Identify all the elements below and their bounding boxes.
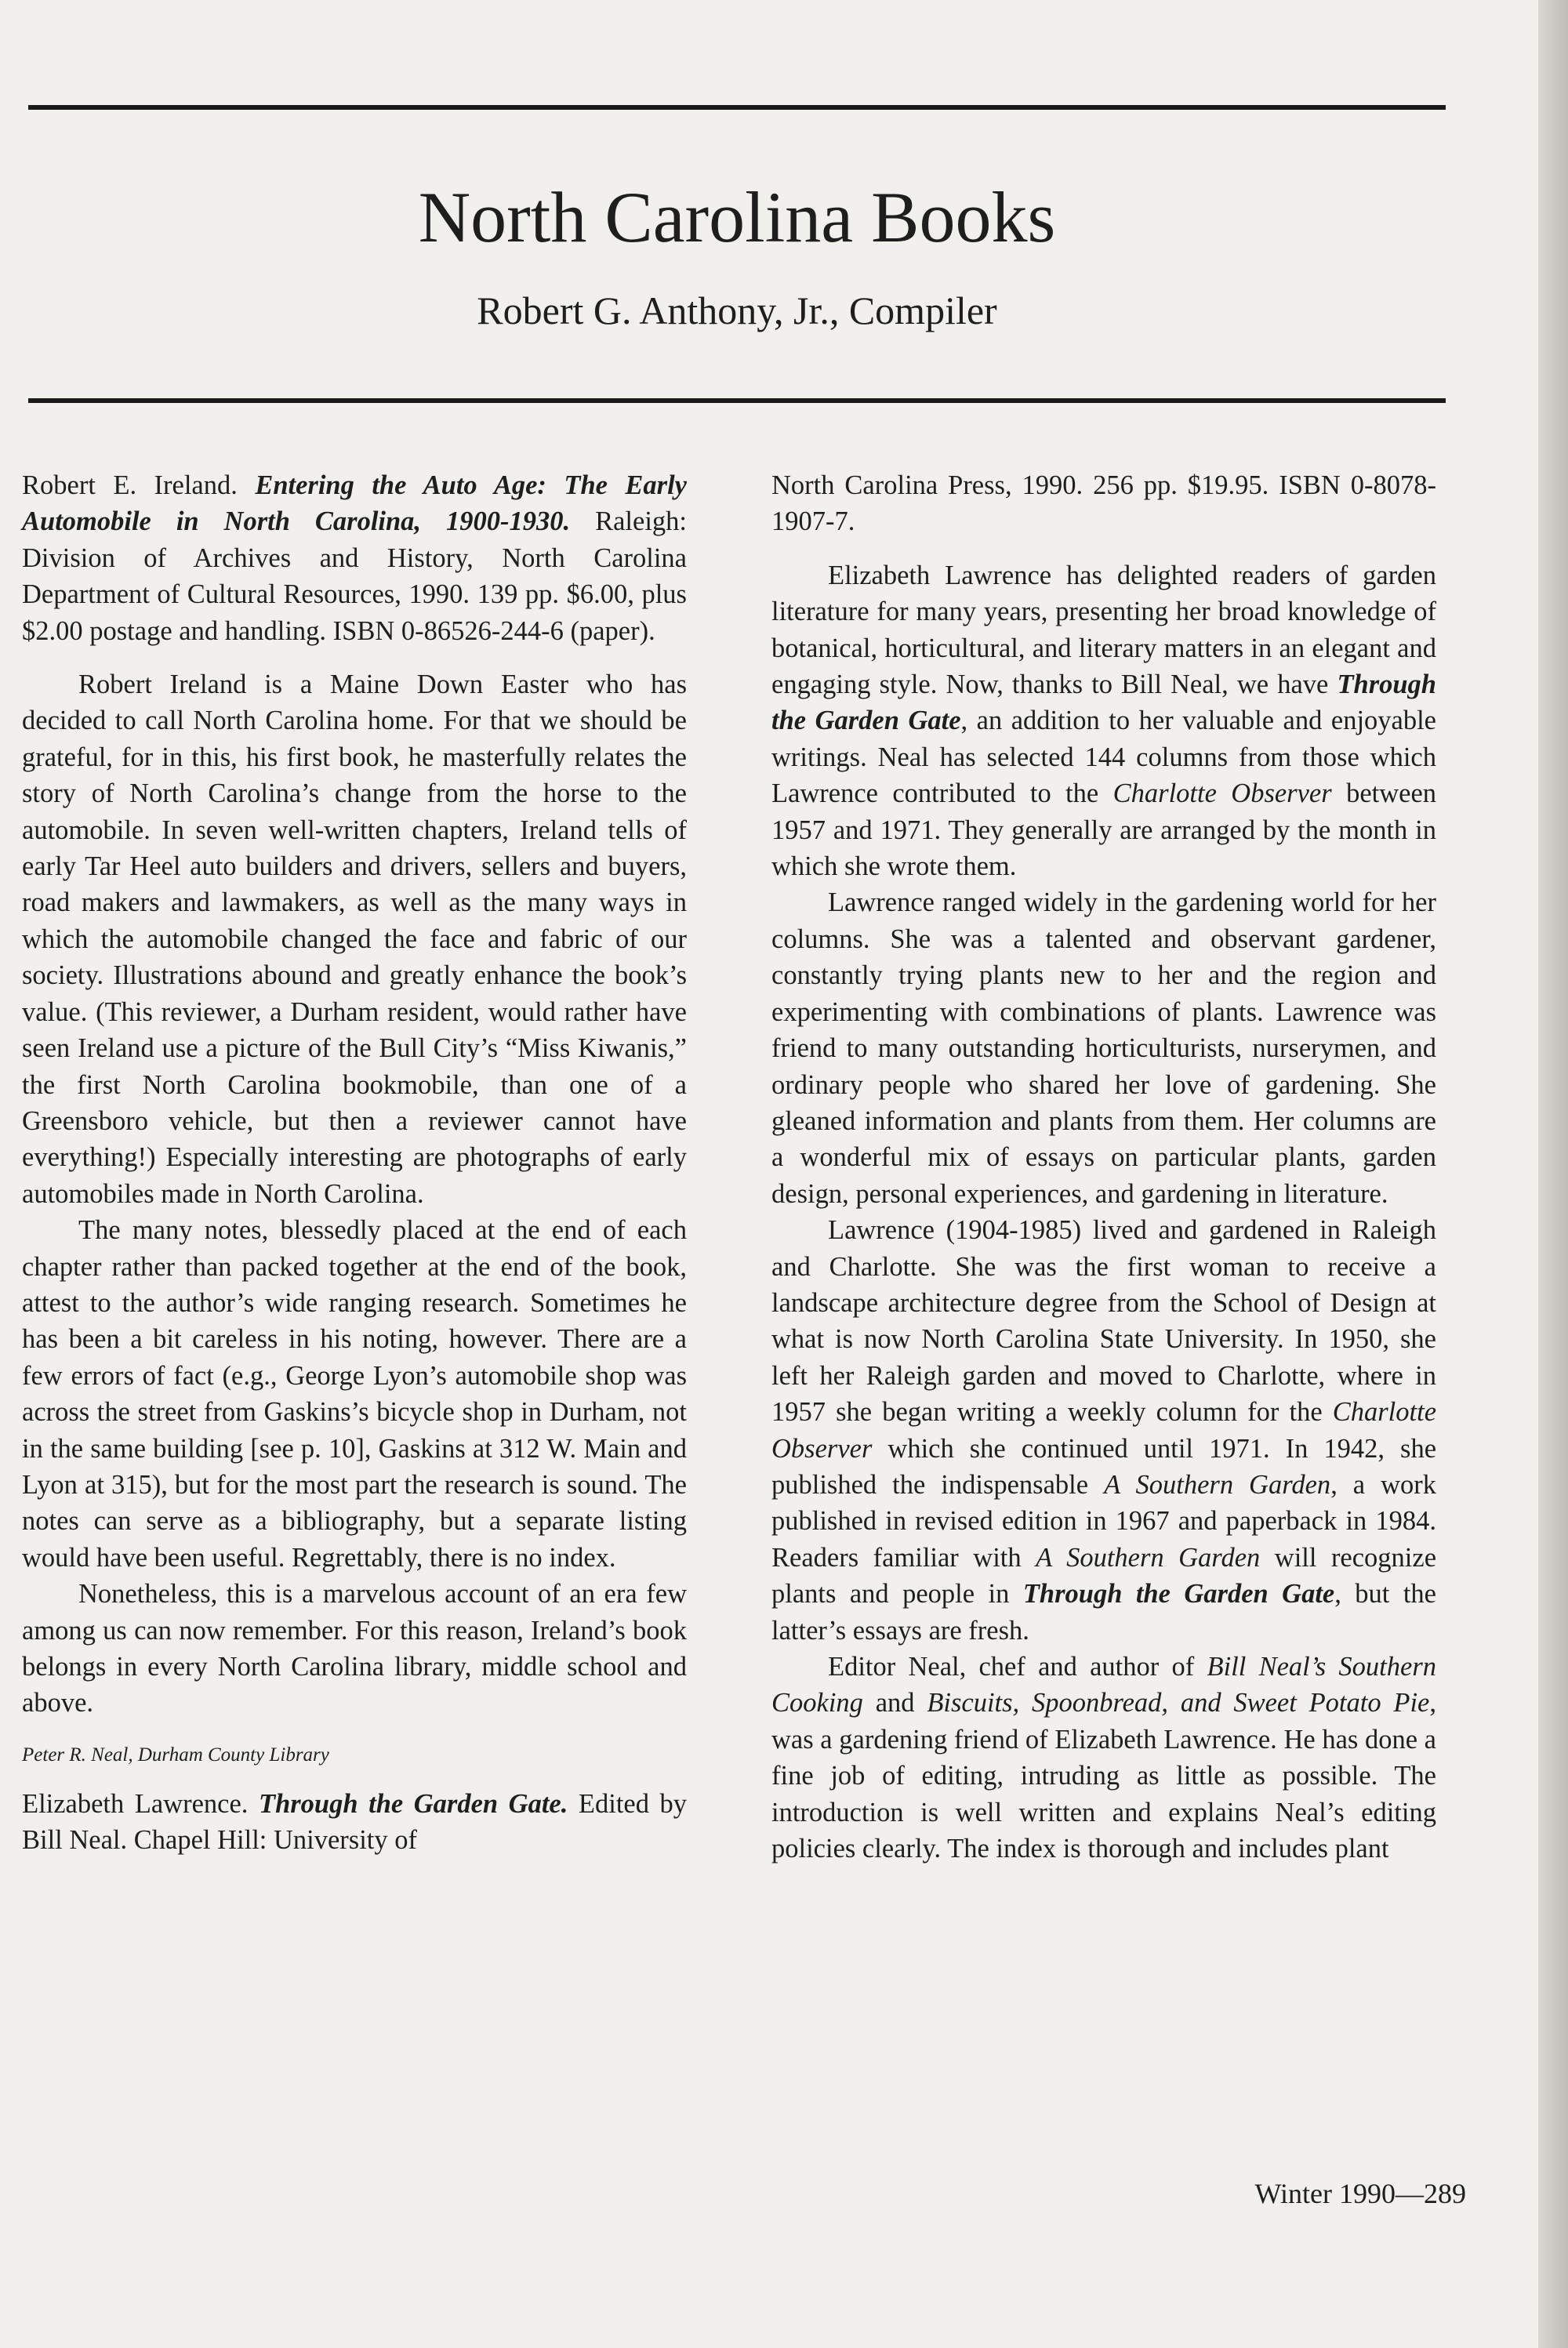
review2-p1-book-title: Through the Garden Gate	[771, 670, 1436, 736]
review2-p3-text-d: will recognize plants and people in	[771, 1542, 1437, 1609]
review2-p1-text-b: , an addition to her valuable and enjoyable writings. Neal has selected 144 columns from those which Lawrence contributed to the	[771, 706, 1436, 809]
review1-paragraph-2: The many notes, blessedly placed at the end of each chapter rather than packed together at the end of the book, attest to the author’s wide ranging research. Sometimes he has been a bit careless in his noting, however. There are a few errors of fact (e.g., George Lyon’s automobile shop was across the street from Gaskins’s bicycle shop in Durham, not in the same building [see p. 10], Gaskins at 312 W. Main and Lyon at 315), but for the most part the research is sound. The notes can serve as a bibliography, but a separate listing would have been useful. Regrettably, there is no index.	[22, 1215, 687, 1573]
review2-paragraph-4	[771, 1649, 1436, 1867]
right-column	[771, 467, 1436, 1867]
review2-paragraph-1	[771, 557, 1436, 885]
review2-p3-text-b: which she continued until 1971. In 1942, she published the indispensable	[771, 1433, 1437, 1500]
review2-p4-book-2: Biscuits, Spoonbread, and Sweet Potato Pie	[927, 1688, 1430, 1718]
review2-paragraph-2: Lawrence ranged widely in the gardening world for her columns. She was a talented and observant gardener, constantly trying plants new to her and the region and experimenting with combinations of plants. Lawrence was friend to many outstanding horticulturists, nurserymen, and ordinary people who shared her love of gardening. She gleaned information and plants from them. Her columns are a wonderful mix of essays on particular plants, garden design, personal experiences, and gardening in literature.	[771, 887, 1436, 1209]
review1-paragraph-1: Robert Ireland is a Maine Down Easter who has decided to call North Carolina home. For that we should be grateful, for in this, his first book, he masterfully relates the story of North Carolina’s change from the horse to the automobile. In seven well-written chapters, Ireland tells of early Tar Heel auto builders and drivers, sellers and buyers, road makers and lawmakers, as well as the many ways in which the automobile changed the face and fabric of our society. Illustrations abound and greatly enhance the book’s value. (This reviewer, a Durham resident, would rather have seen Ireland use a picture of the Bull City’s “Miss Kiwanis,” the first North Carolina bookmobile, than one of a Greensboro vehicle, but then a reviewer cannot have everything!) Especially interesting are photographs of early automobiles made in North Carolina.	[22, 670, 687, 1209]
review1-reviewer: Peter R. Neal, Durham County Library	[22, 1744, 329, 1766]
review2-p1-text-c: between 1957 and 1971. They generally are arranged by the month in which she wrote them.	[771, 778, 1437, 882]
review2-citation-end: North Carolina Press, 1990. 256 pp. $19.95. ISBN 0-8078-1907-7.	[771, 470, 1436, 537]
page-footer: Winter 1990—289	[1254, 2178, 1466, 2209]
review1-book-title: Entering the Auto Age: The Early Automobile in North Carolina, 1900-1930.	[22, 470, 687, 537]
review1-publication: Raleigh: Division of Archives and History, North Carolina Department of Cultural Resources, 1990. 139 pp. $6.00, plus $2.00 postage and handling. ISBN 0-86526-244-6 (paper).	[22, 506, 687, 646]
review2-p4-book-1: Bill Neal’s Southern Cooking	[771, 1652, 1437, 1718]
review1-paragraph-3: Nonetheless, this is a marvelous account of an era few among us can now remember. For this reason, Ireland’s book belongs in every North Carolina library, middle school and above.	[22, 1579, 687, 1718]
review2-p3-newspaper: Charlotte Observer	[771, 1397, 1437, 1464]
review2-book-title: Through the Garden Gate.	[259, 1788, 568, 1819]
review2-p3-book-title: Through the Garden Gate	[1022, 1579, 1335, 1609]
review2-paragraph-3	[771, 1212, 1436, 1649]
header-top-rule	[28, 105, 1446, 110]
review2-p3-text-a: Lawrence (1904-1985) lived and gardened in Raleigh and Charlotte. She was the first woman to receive a landscape architecture degree from the School of Design at what is now North Carolina State University. In 1950, she left her Raleigh garden and moved to Charlotte, where in 1957 she began writing a weekly column for the	[771, 1215, 1436, 1428]
page-edge	[1538, 0, 1568, 2348]
review2-p3-text-e: , but the latter’s essays are fresh.	[771, 1579, 1436, 1646]
review2-citation-start	[22, 1786, 687, 1859]
review2-p4-text-a: Editor Neal, chef and author of	[828, 1652, 1195, 1682]
page-title: North Carolina Books	[418, 177, 1056, 257]
review2-p3-book-2: A Southern Garden	[1036, 1542, 1261, 1573]
review2-p4-and: and	[875, 1688, 915, 1718]
review2-p1-newspaper: Charlotte Observer	[1112, 778, 1332, 809]
left-column	[22, 467, 687, 1859]
review1-author: Robert E. Ireland.	[22, 470, 238, 500]
review2-p3-book: A Southern Garden	[1104, 1469, 1331, 1500]
review2-p1-text-a: Elizabeth Lawrence has delighted readers of garden literature for many years, presenting her broad knowledge of botanical, horticultural, and literary matters in an elegant and engaging style. Now, thanks to Bill Neal, we have	[771, 560, 1436, 700]
review2-p4-text-b: , was a gardening friend of Elizabeth Lawrence. He has done a fine job of editing, intruding as little as possible. The introduction is well written and explains Neal’s editing policies clearly. The index is thorough and includes plant	[771, 1688, 1436, 1864]
review2-publication-start: Edited by Bill Neal. Chapel Hill: University of	[22, 1788, 688, 1856]
review2-author: Elizabeth Lawrence.	[22, 1788, 249, 1819]
review2-p3-text-c: , a work published in revised edition in 1967 and paperback in 1984. Readers familiar with	[771, 1469, 1436, 1573]
compiler-line: Robert G. Anthony, Jr., Compiler	[477, 289, 997, 332]
header-bottom-rule	[28, 398, 1446, 403]
review1-citation	[22, 467, 687, 649]
